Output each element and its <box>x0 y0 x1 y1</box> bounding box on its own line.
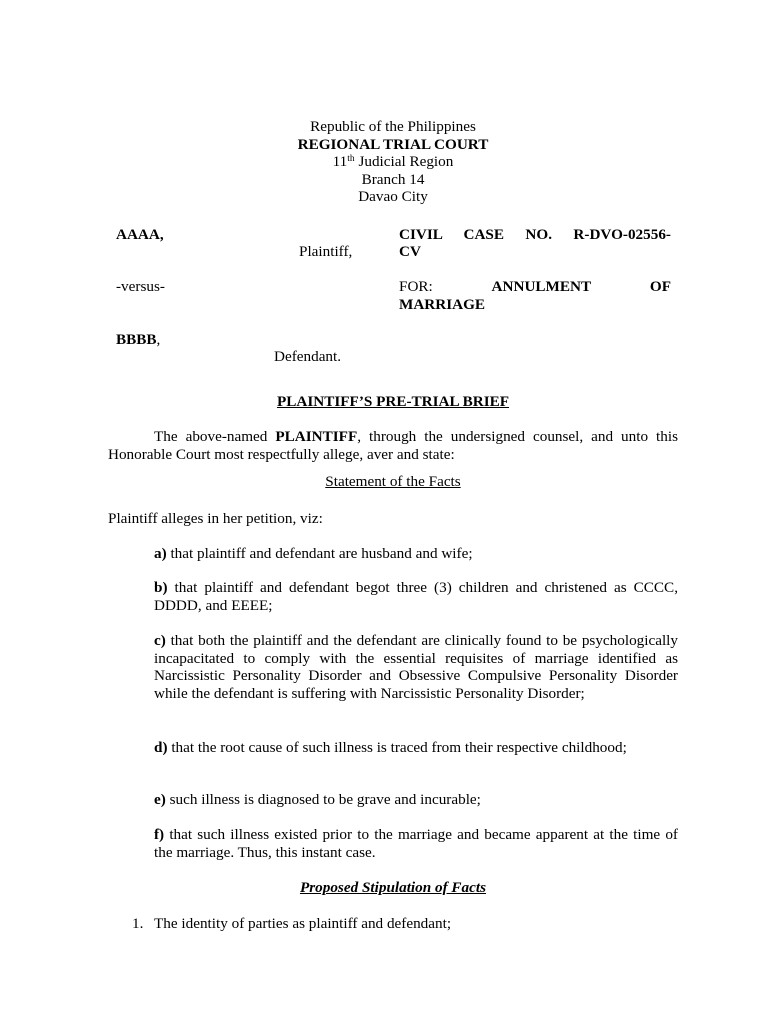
fact-letter: a) <box>154 545 167 562</box>
header-court: REGIONAL TRIAL COURT <box>297 136 489 153</box>
fact-text: such illness is diagnosed to be grave and incurable; <box>165 791 481 808</box>
section-facts-heading: Statement of the Facts <box>325 473 461 490</box>
for-word-of: OF <box>649 278 671 295</box>
fact-item-b <box>154 579 678 614</box>
defendant-comma: , <box>156 331 161 348</box>
fact-text: that the root cause of such illness is traced from their respective childhood; <box>167 739 627 756</box>
case-number: CIVIL CASE NO. R-DVO-02556- <box>399 226 671 243</box>
region-ordinal: th <box>347 154 355 164</box>
versus-label: -versus- <box>116 278 165 295</box>
fact-item-e <box>154 791 678 809</box>
header-republic: Republic of the Philippines <box>310 118 476 135</box>
defendant-name: BBBB <box>116 331 157 348</box>
fact-letter: e) <box>154 791 166 808</box>
fact-text: that plaintiff and defendant begot three (3) children and christened as CCCC, DDDD, and EEEE; <box>154 579 678 614</box>
header-branch: Branch 14 <box>361 171 425 188</box>
fact-letter: c) <box>154 632 166 649</box>
intro-plaintiff: PLAINTIFF <box>275 428 358 445</box>
section-stipulation-heading: Proposed Stipulation of Facts <box>299 879 487 896</box>
fact-letter: f) <box>154 826 165 843</box>
for-label: FOR: <box>399 278 433 295</box>
plaintiff-role: Plaintiff, <box>299 243 353 260</box>
case-nature <box>399 278 671 296</box>
stipulation-number: 1. <box>132 915 144 932</box>
case-nature-marriage: MARRIAGE <box>399 296 486 313</box>
header-region <box>0 153 768 171</box>
header-city: Davao City <box>358 188 428 205</box>
fact-item-c <box>154 632 678 702</box>
case-number-suffix: CV <box>399 243 421 260</box>
fact-text: that such illness existed prior to the marriage and became apparent at the time of the marriage. Thus, this instant case. <box>154 826 678 861</box>
intro-post: , through the undersigned counsel, and unto this Honorable Court most respectfully allege, aver and state: <box>108 428 678 463</box>
intro-pre: The above-named <box>154 428 276 445</box>
fact-text: that both the plaintiff and the defendant are clinically found to be psychologically incapacitated to comply with the essential requisites of marriage identified as Narcissistic Personality Disorder and Obsessive Compulsive Personality Disorder while the defendant is suffering with Narcissistic Personality Disorder; <box>154 632 678 702</box>
defendant-role: Defendant. <box>274 348 342 365</box>
for-word-annulment: ANNULMENT <box>491 278 592 295</box>
defendant-name-line <box>116 331 160 349</box>
fact-letter: b) <box>154 579 168 596</box>
intro-paragraph <box>108 428 678 463</box>
stipulation-text: The identity of parties as plaintiff and defendant; <box>154 915 452 932</box>
fact-item-a <box>154 545 678 563</box>
region-number: 11 <box>332 153 348 170</box>
fact-item-f <box>154 826 678 861</box>
fact-text: that plaintiff and defendant are husband and wife; <box>166 545 473 562</box>
document-title: PLAINTIFF’S PRE-TRIAL BRIEF <box>276 393 510 410</box>
facts-lead: Plaintiff alleges in her petition, viz: <box>108 510 323 527</box>
plaintiff-name: AAAA, <box>116 226 164 243</box>
region-text: Judicial Region <box>354 153 454 170</box>
fact-item-d <box>154 739 678 757</box>
fact-letter: d) <box>154 739 168 756</box>
